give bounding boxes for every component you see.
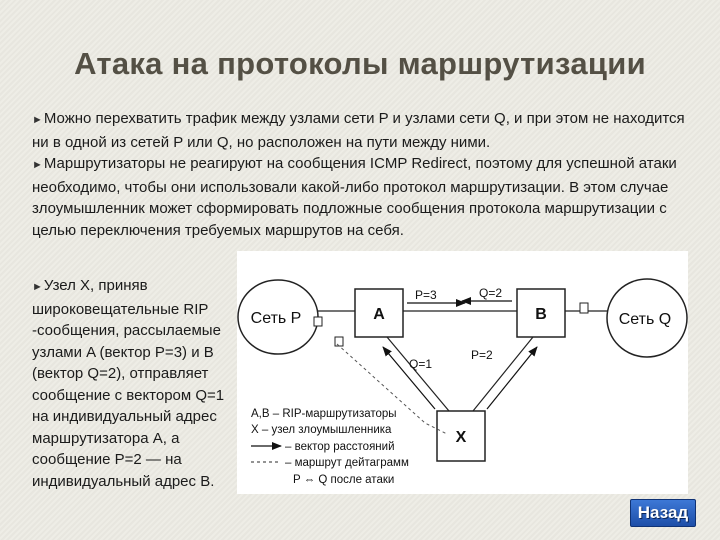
port-b-square: [580, 303, 588, 313]
network-q-label: Сеть Q: [618, 311, 672, 328]
paragraph-1: [32, 108, 692, 153]
vector-p2-arrow: [487, 347, 537, 409]
node-x-label: X: [455, 429, 467, 446]
legend-line-5: P ⇔ Q после атаки: [293, 474, 395, 486]
legend-line-1: A,B – RIP-маршрутизаторы: [251, 408, 397, 420]
routing-attack-diagram: [237, 251, 688, 494]
bullet-arrow-icon: ►: [32, 281, 43, 293]
bullet-arrow-icon: ►: [32, 114, 43, 126]
vector-p2-label: P=2: [471, 348, 493, 362]
paragraph-2: [32, 153, 692, 241]
router-a-label: A: [373, 306, 385, 323]
legend-line-3: – вектор расстояний: [285, 441, 395, 453]
legend-line-4: – маршрут дейтаграмм: [285, 457, 409, 469]
back-button[interactable]: Назад: [630, 499, 696, 527]
paragraph-3-text: Узел X, приняв широковещательные RIP -сообщения, рассылаемые узлами A (вектор P=3) и B (вектор Q=2), отправляет сообщение с вектором Q=1 на индивидуальный адрес маршрутизатора A, а сообщение P=2 — на индивидуальный адрес B.: [32, 277, 225, 490]
paragraph-1-text: Можно перехватить трафик между узлами сети P и узлами сети Q, и при этом не находится ни в одной из сетей P или Q, но расположен на пути между ними.: [32, 110, 685, 151]
network-p-label: Сеть P: [250, 310, 302, 327]
paragraph-3: [32, 275, 237, 492]
link-a-x: [387, 337, 449, 411]
port-p-square: [314, 317, 322, 326]
legend-line-2: X – узел злоумышленника: [251, 424, 392, 436]
vector-q1-label: Q=1: [409, 357, 433, 371]
paragraph-2-text: Маршрутизаторы не реагируют на сообщения ICMP Redirect, поэтому для успешной атаки необходимо, чтобы они использовали какой-либо протокол маршрутизации. В этом случае злоумышленник может сформировать подложные сообщения протокола маршрутизации с целью переключения требуемых маршрутов на себя.: [32, 155, 677, 239]
router-b-label: B: [535, 306, 547, 323]
vector-q2-label: Q=2: [479, 286, 503, 300]
port-a-square: [335, 337, 343, 346]
vector-p3-label: P=3: [415, 288, 437, 302]
slide-title: Атака на протоколы маршрутизации: [74, 46, 646, 81]
bullet-arrow-icon: ►: [32, 159, 43, 171]
